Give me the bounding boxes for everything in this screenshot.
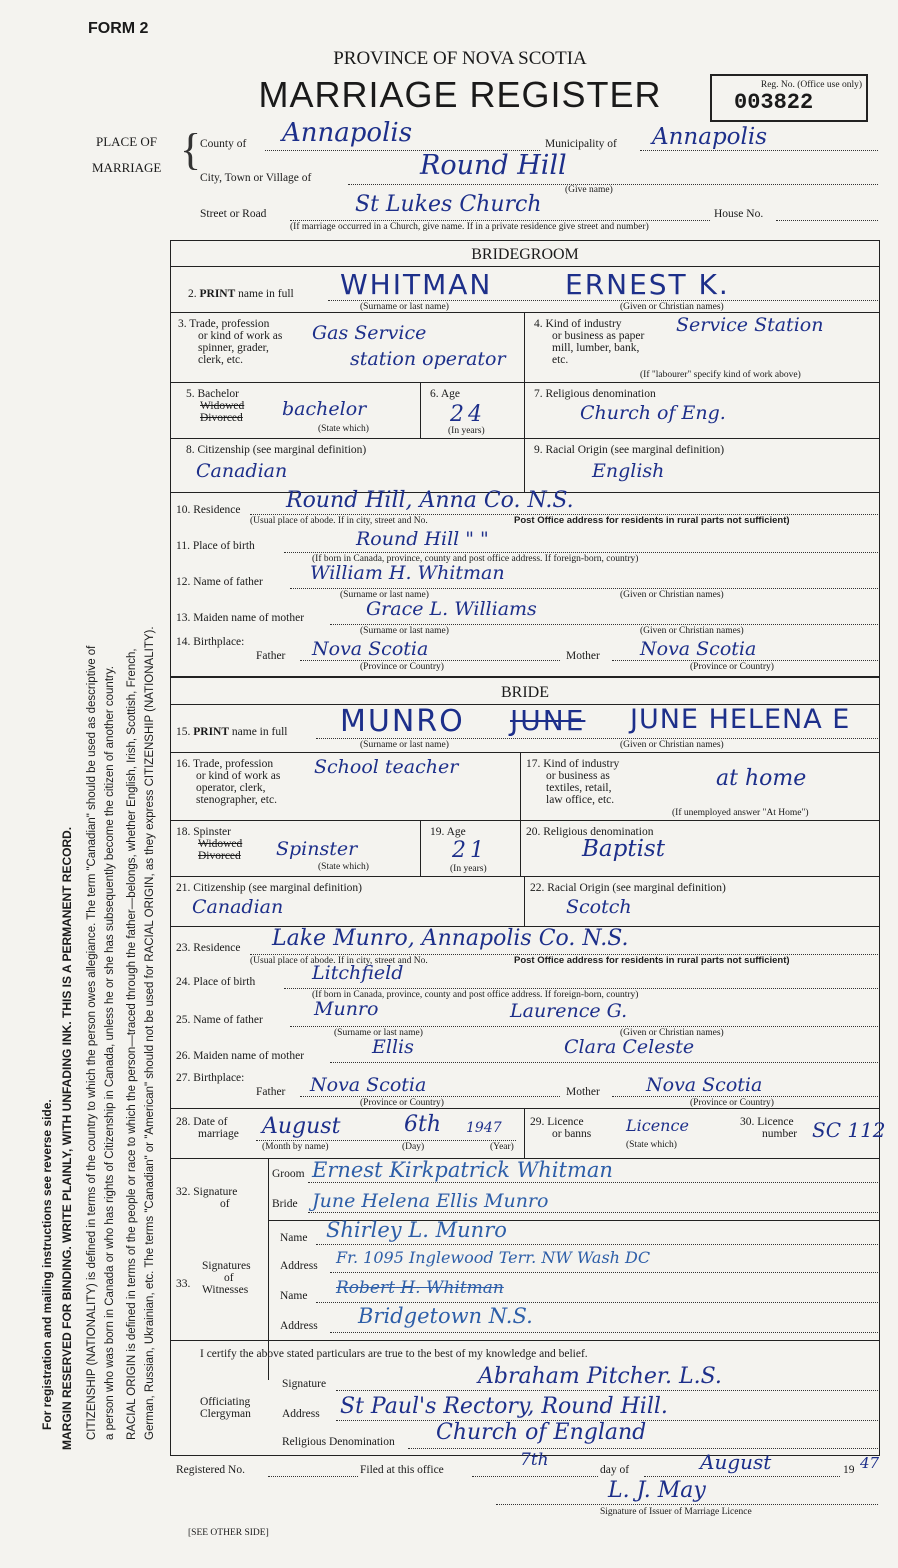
bride-citizenship-label: 21. Citizenship (see marginal definition): [176, 882, 362, 894]
groom-father-label: 12. Name of father: [176, 576, 263, 588]
province-heading: PROVINCE OF NOVA SCOTIA: [333, 48, 587, 69]
groom-trade: Gas Service: [312, 322, 427, 344]
groom-age: 24: [450, 402, 486, 427]
clergy-address: St Paul's Rectory, Round Hill.: [340, 1394, 668, 1419]
bride-father-word: Father: [256, 1086, 286, 1098]
groom-name-no: 2.: [188, 288, 197, 300]
county-label: County of: [200, 138, 247, 150]
witness1-address-label: Address: [280, 1260, 318, 1272]
groom-mother: Grace L. Williams: [366, 598, 537, 620]
bride-mother-given: Clara Celeste: [564, 1036, 695, 1058]
municipality-label: Municipality of: [545, 138, 617, 150]
bride-residence-hint-2: Post Office address for residents in rural parts not sufficient): [514, 955, 790, 966]
groom-surname: WHITMAN: [340, 268, 493, 301]
clergy-religion: Church of England: [436, 1420, 647, 1445]
witness2-name-label: Name: [280, 1290, 308, 1302]
witness1-address: Fr. 1095 Inglewood Terr. NW Wash DC: [336, 1248, 651, 1267]
witnesses-label: 33. Signatures of Witnesses: [176, 1260, 251, 1296]
groom-surname-hint: (Surname or last name): [360, 302, 449, 312]
marriage-month-hint: (Month by name): [262, 1142, 329, 1152]
place-heading-1: PLACE OF: [96, 134, 158, 149]
groom-father-given-hint: (Given or Christian names): [620, 590, 724, 600]
groom-state-which: (State which): [318, 424, 369, 434]
groom-signature: Ernest Kirkpatrick Whitman: [312, 1158, 613, 1182]
filed-year: 47: [860, 1454, 880, 1472]
side-binding-notice: MARGIN RESERVED FOR BINDING. WRITE PLAINLY, WITH UNFADING INK. THIS IS A PERMANENT RECORD.: [60, 826, 74, 1450]
groom-trade-2: station operator: [350, 348, 506, 370]
licence-no-label: 30. Licence number: [740, 1116, 798, 1140]
reg-number-label: Reg. No. (Office use only): [760, 80, 862, 90]
reg-number: 003822: [734, 90, 814, 115]
bride-father-birth: Nova Scotia: [310, 1074, 427, 1096]
bride-given-hint: (Given or Christian names): [620, 740, 724, 750]
bride-heading: BRIDE: [501, 684, 549, 701]
groom-father-prov-hint: (Province or Country): [360, 662, 444, 672]
groom-name-rest: name in full: [238, 288, 294, 300]
groom-mother-prov-hint: (Province or Country): [690, 662, 774, 672]
groom-residence-hint-2: Post Office address for residents in rural parts not sufficient): [514, 515, 790, 526]
bride-surname-hint: (Surname or last name): [360, 740, 449, 750]
filed-year-prefix: 19: [843, 1464, 855, 1476]
groom-religion: Church of Eng.: [580, 402, 726, 424]
bride-mother-word: Mother: [566, 1086, 600, 1098]
groom-word: Groom: [272, 1168, 305, 1180]
bride-mother-surname: Ellis: [372, 1036, 414, 1058]
groom-trade-label: 3. Trade, profession or kind of work as spinner, grader, clerk, etc.: [178, 318, 283, 366]
city-value: Round Hill: [420, 150, 567, 181]
county-value: Annapolis: [282, 118, 413, 148]
groom-citizenship-label: 8. Citizenship (see marginal definition): [186, 444, 367, 456]
groom-residence-label: 10. Residence: [176, 504, 241, 516]
give-name-hint: (Give name): [565, 185, 613, 195]
page-title: MARRIAGE REGISTER: [258, 74, 662, 115]
bride-trade-label: 16. Trade, profession or kind of work as operator, clerk, stenographer, etc.: [176, 758, 281, 806]
groom-father-birth: Nova Scotia: [312, 638, 429, 660]
bride-father-given: Laurence G.: [510, 1000, 628, 1022]
groom-mother-word: Mother: [566, 650, 600, 662]
witness1-name-label: Name: [280, 1232, 308, 1244]
bride-birthplace-label: 27. Birthplace:: [176, 1072, 245, 1084]
witness2-address-label: Address: [280, 1320, 318, 1332]
bride-age-hint: (In years): [450, 864, 487, 874]
groom-birthplace-label: 14. Birthplace:: [176, 636, 245, 648]
bride-trade: School teacher: [314, 756, 459, 778]
place-note: (If marriage occurred in a Church, give name. If in a private residence give street and number): [290, 222, 649, 232]
bride-father-surname: Munro: [314, 998, 379, 1020]
marriage-month: August: [262, 1114, 341, 1139]
filed-month: August: [700, 1450, 772, 1474]
bride-racial: Scotch: [566, 896, 632, 918]
marriage-day: 6th: [404, 1112, 442, 1137]
bride-industry-label: 17. Kind of industry or business as textiles, retail, law office, etc.: [526, 758, 620, 806]
groom-father-word: Father: [256, 650, 286, 662]
issuer-signature: L. J. May: [608, 1478, 706, 1503]
form-number: FORM 2: [88, 20, 149, 37]
bride-state-which: (State which): [318, 862, 369, 872]
filed-day: 7th: [520, 1450, 549, 1470]
side-racial-def: RACIAL ORIGIN is defined in terms of the people or race to which the person—traced through the father—belongs, whether English, Irish, Scottish, French,: [126, 648, 138, 1440]
bride-father-surname-hint: (Surname or last name): [334, 1028, 423, 1038]
bride-industry-hint: (If unemployed answer "At Home"): [672, 808, 809, 818]
marriage-year: 1947: [466, 1120, 502, 1136]
groom-father-surname-hint: (Surname or last name): [340, 590, 429, 600]
licence-state-which: (State which): [626, 1140, 677, 1150]
bride-residence-hint: (Usual place of abode. If in city, street and No.: [250, 956, 428, 966]
bride-mother-prov-hint: (Province or Country): [690, 1098, 774, 1108]
street-value: St Lukes Church: [355, 192, 542, 217]
bride-residence: Lake Munro, Annapolis Co. N.S.: [272, 926, 629, 951]
signature-label: 32. Signature of: [176, 1186, 238, 1210]
day-of-label: day of: [600, 1464, 630, 1476]
groom-mother-given-hint: (Given or Christian names): [640, 626, 744, 636]
groom-industry-hint: (If "labourer" specify kind of work above): [640, 370, 801, 380]
officiating-label: Officiating Clergyman: [200, 1396, 251, 1420]
place-heading-2: MARRIAGE: [92, 160, 162, 175]
bride-status: Spinster: [276, 838, 358, 860]
bride-father-given-hint: (Given or Christian names): [620, 1028, 724, 1038]
city-label: City, Town or Village of: [200, 172, 312, 184]
bride-age: 21: [452, 838, 488, 863]
groom-racial-label: 9. Racial Origin (see marginal definition): [534, 444, 725, 456]
licence-label: 29. Licence or banns: [530, 1116, 592, 1140]
see-other-side: [SEE OTHER SIDE]: [188, 1528, 269, 1538]
clergy-signature: Abraham Pitcher. L.S.: [478, 1364, 722, 1389]
bride-given: JUNE HELENA E: [630, 704, 851, 735]
groom-status-label: 5. Bachelor Widowed Divorced: [186, 388, 245, 424]
groom-residence-hint: (Usual place of abode. If in city, street and No.: [250, 516, 428, 526]
bride-age-label: 19. Age: [430, 826, 466, 838]
bride-signature: June Helena Ellis Munro: [312, 1190, 549, 1212]
groom-given-hint: (Given or Christian names): [620, 302, 724, 312]
bride-father-label: 25. Name of father: [176, 1014, 263, 1026]
witness2-address: Bridgetown N.S.: [358, 1304, 533, 1328]
reg-number-box: [710, 74, 868, 122]
bride-racial-label: 22. Racial Origin (see marginal definition): [530, 882, 726, 894]
groom-given: ERNEST K.: [565, 268, 730, 301]
licence-number: SC 112: [812, 1118, 886, 1142]
groom-citizenship: Canadian: [196, 460, 288, 482]
clergy-signature-label: Signature: [282, 1378, 327, 1390]
groom-birth-hint: (If born in Canada, province, county and post office address. If foreign-born, country): [312, 554, 639, 564]
groom-birth-label: 11. Place of birth: [176, 540, 255, 552]
certify-text: I certify the above stated particulars are true to the best of my knowledge and belief.: [200, 1348, 588, 1360]
bride-birth: Litchfield: [312, 962, 404, 984]
bride-mother-birth: Nova Scotia: [646, 1074, 763, 1096]
groom-father: William H. Whitman: [310, 562, 505, 584]
filed-label: Filed at this office: [360, 1464, 444, 1476]
groom-mother-birth: Nova Scotia: [640, 638, 757, 660]
groom-status: bachelor: [282, 398, 367, 420]
bride-residence-label: 23. Residence: [176, 942, 241, 954]
bride-name-label: 15. PRINT name in full: [176, 726, 288, 738]
bride-surname: MUNRO: [340, 704, 465, 739]
side-racial-def-2: German, Russian, Ukrainian, etc. The terms "Canadian" or "American" should not be used for RACIAL ORIGIN, as they express CITIZENSHIP (NATIONALITY).: [144, 626, 156, 1440]
groom-age-label: 6. Age: [430, 388, 461, 400]
marriage-day-hint: (Day): [402, 1142, 425, 1152]
municipality-value: Annapolis: [652, 124, 768, 150]
side-citizenship-def: CITIZENSHIP (NATIONALITY) is defined in terms of the country to which the person owes allegiance. The term "Canadian" should be used as descriptive of: [86, 645, 98, 1440]
groom-age-hint: (In years): [448, 426, 485, 436]
bride-birth-hint: (If born in Canada, province, county and post office address. If foreign-born, country): [312, 990, 639, 1000]
issuer-label: Signature of Issuer of Marriage Licence: [600, 1507, 752, 1517]
bride-mother-label: 26. Maiden name of mother: [176, 1050, 305, 1062]
marriage-date-label: 28. Date of marriage: [176, 1116, 239, 1140]
bride-industry: at home: [716, 766, 807, 791]
licence-value: Licence: [626, 1116, 689, 1135]
bride-word: Bride: [272, 1198, 298, 1210]
bride-status-label: 18. Spinster Widowed Divorced: [176, 826, 243, 862]
groom-industry: Service Station: [676, 314, 824, 336]
bride-struck-name: JUNE: [510, 704, 586, 737]
bridegroom-heading: BRIDEGROOM: [471, 246, 579, 263]
groom-birth: Round Hill " ": [356, 528, 489, 550]
groom-racial: English: [592, 460, 665, 482]
registered-label: Registered No.: [176, 1464, 245, 1476]
witness2-name: Robert H. Whitman: [336, 1278, 504, 1298]
side-citizenship-def-2: a person who was born in Canada or who has rights of Citizenship in Canada, unless he or she has subsequently become the citizen of another country.: [104, 666, 116, 1440]
groom-industry-label: 4. Kind of industry or business as paper mill, lumber, bank, etc.: [534, 318, 645, 366]
bride-religion: Baptist: [582, 836, 665, 862]
place-brace: {: [180, 125, 202, 174]
groom-mother-surname-hint: (Surname or last name): [360, 626, 449, 636]
groom-print: PRINT: [199, 288, 236, 300]
groom-residence: Round Hill, Anna Co. N.S.: [286, 488, 574, 513]
groom-name-label: [188, 288, 294, 300]
street-label: Street or Road: [200, 208, 267, 220]
side-instructions: For registration and mailing instructions see reverse side.: [40, 1099, 54, 1430]
bride-religion-label: 20. Religious denomination: [526, 826, 654, 838]
clergy-address-label: Address: [282, 1408, 320, 1420]
house-no-label: House No.: [714, 208, 764, 220]
groom-mother-label: 13. Maiden name of mother: [176, 612, 305, 624]
groom-religion-label: 7. Religious denomination: [534, 388, 656, 400]
marriage-year-hint: (Year): [490, 1142, 514, 1152]
bride-father-prov-hint: (Province or Country): [360, 1098, 444, 1108]
bride-birth-label: 24. Place of birth: [176, 976, 256, 988]
bride-citizenship: Canadian: [192, 896, 284, 918]
clergy-religion-label: Religious Denomination: [282, 1436, 395, 1448]
witness1-name: Shirley L. Munro: [326, 1218, 507, 1242]
